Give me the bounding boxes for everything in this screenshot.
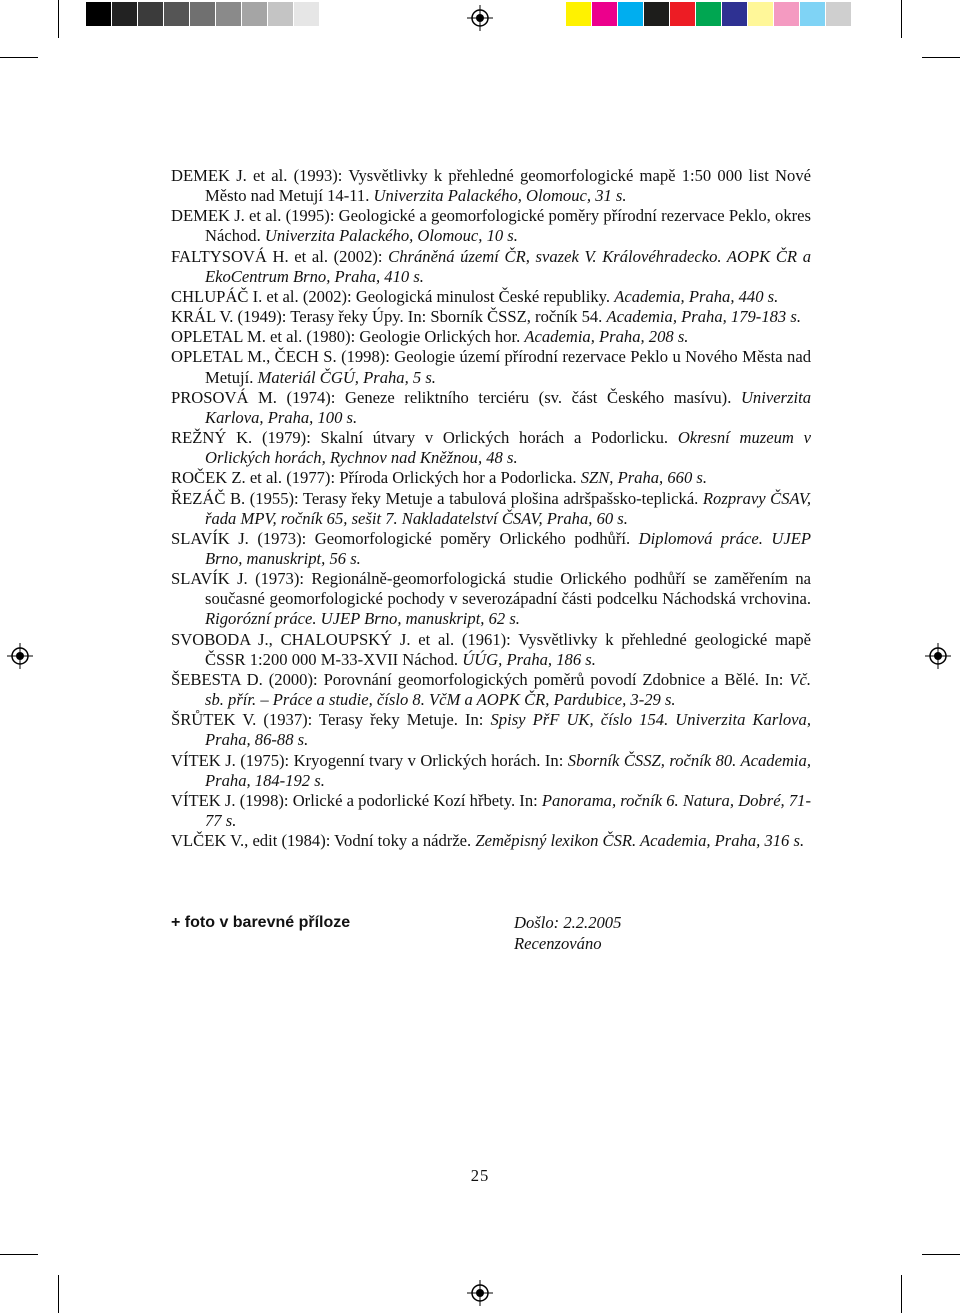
color-swatch [618,2,644,26]
color-swatch [774,2,800,26]
reference-source: Chráněná území ČR, svazek V. Královéhradecko. AOPK ČR a EkoCentrum Brno, Praha, 410 s. [205,246,811,286]
reference-citation: ŠRŮTEK V. (1937): Terasy řeky Metuje. In: [171,710,491,730]
crop-mark [922,1254,960,1255]
reference-source: SZN, Praha, 660 s. [580,468,708,488]
reference-citation: OPLETAL M. et al. (1980): Geologie Orlických hor. [171,327,525,347]
color-swatch [566,2,592,26]
reference-citation: VÍTEK J. (1998): Orlické a podorlické Kozí hřbety. In: [171,790,542,810]
reference-citation: VÍTEK J. (1975): Kryogenní tvary v Orlických horách. In: [171,750,568,770]
grayscale-calibration-bar [86,2,320,26]
crop-mark [58,1275,59,1313]
reference-citation: DEMEK J. et al. (1993): Vysvětlivky k přehledné geomorfologické mapě 1:50 000 list Nové Město nad Metují 14-11. [171,166,811,206]
reference-source: Rigorózní práce. UJEP Brno, manuskript, 62 s. [205,609,520,629]
color-swatch [696,2,722,26]
reference-source: Diplomová práce. UJEP Brno, manuskript, 56 s. [205,528,812,568]
crop-mark [922,57,960,58]
reference-entry [171,489,811,529]
gray-swatch [112,2,138,26]
reference-citation: OPLETAL M., ČECH S. (1998): Geologie území přírodní rezervace Peklo u Nového Města nad Metují. [171,347,811,387]
reference-entry [171,206,811,246]
reference-citation: VLČEK V., edit (1984): Vodní toky a nádrže. [171,831,476,851]
reference-entry [171,247,811,287]
reference-entry [171,347,811,387]
reference-entry [171,630,811,670]
reference-citation: SLAVÍK J. (1973): Regionálně-geomorfologická studie Orlického podhůří se zaměřením na současné geomorfologické pochody v severozápadní části podcelku Náchodská vrchovina. [171,569,811,609]
reference-source: Univerzita Karlova, Praha, 100 s. [205,387,811,427]
reference-citation: DEMEK J. et al. (1995): Geologické a geomorfologické poměry přírodní rezervace Peklo, okres Náchod. [171,206,811,246]
gray-swatch [216,2,242,26]
reference-source: Panorama, ročník 6. Natura, Dobré, 71-77 s. [205,790,811,830]
reference-source: Okresní muzeum v Orlických horách, Rychnov nad Kněžnou, 48 s. [205,428,811,468]
reference-source: Univerzita Palackého, Olomouc, 31 s. [373,186,627,206]
reference-entry [171,791,811,831]
page-number: 25 [470,1166,490,1185]
gray-swatch [164,2,190,26]
reference-list [171,166,811,851]
photo-appendix-note: + foto v barevné příloze [171,914,351,931]
reference-entry [171,468,811,488]
reference-source: Sborník ČSSZ, ročník 80. Academia, Praha, 184-192 s. [205,750,811,790]
crop-mark [901,1275,902,1313]
registration-mark-icon [7,643,33,669]
reference-source: Academia, Praha, 440 s. [614,286,779,306]
crop-mark [0,57,38,58]
crop-mark [0,1254,38,1255]
registration-mark-icon [925,643,951,669]
color-swatch [722,2,748,26]
reference-citation: KRÁL V. (1949): Terasy řeky Úpy. In: Sborník ČSSZ, ročník 54. [171,307,607,327]
reference-source: ÚÚG, Praha, 186 s. [462,649,596,669]
gray-swatch [294,2,320,26]
reference-entry [171,307,811,327]
registration-mark-icon [467,5,493,31]
reference-entry [171,166,811,206]
reference-source: Academia, Praha, 208 s. [524,327,689,347]
gray-swatch [86,2,112,26]
color-swatch [800,2,826,26]
color-swatch [592,2,618,26]
reference-source: Materiál ČGÚ, Praha, 5 s. [257,367,436,387]
reference-citation: ŘEZÁČ B. (1955): Terasy řeky Metuje a tabulová plošina adršpašsko-teplická. [171,488,703,508]
reference-citation: CHLUPÁČ I. et al. (2002): Geologická minulost České republiky. [171,286,615,306]
reference-source: Rozpravy ČSAV, řada MPV, ročník 65, sešit 7. Nakladatelství ČSAV, Praha, 60 s. [205,488,811,528]
gray-swatch [268,2,294,26]
color-swatch [748,2,774,26]
reference-source: Vč. sb. přír. – Práce a studie, číslo 8. VčM a AOPK ČR, Pardubice, 3-29 s. [205,669,811,710]
reference-entry [171,710,811,750]
reviewed-label: Recenzováno [514,933,602,953]
reference-citation: REŽNÝ K. (1979): Skalní útvary v Orlických horách a Podorlicku. [171,428,678,448]
reference-entry [171,751,811,791]
reference-citation: ROČEK Z. et al. (1977): Příroda Orlických hor a Podorlicka. [171,468,581,488]
color-swatch [644,2,670,26]
reference-source: Academia, Praha, 179-183 s. [606,307,801,327]
reference-entry [171,670,811,710]
reference-entry [171,831,811,851]
reference-source: Zeměpisný lexikon ČSR. Academia, Praha, 316 s. [475,831,805,851]
reference-entry [171,327,811,347]
reference-entry [171,388,811,428]
reference-source: Univerzita Palackého, Olomouc, 10 s. [264,226,518,246]
crop-mark [901,0,902,38]
reference-citation: PROSOVÁ M. (1974): Geneze reliktního terciéru (sv. část Českého masívu). [171,387,741,407]
crop-mark [58,0,59,38]
reference-citation: FALTYSOVÁ H. et al. (2002): [171,246,389,266]
reference-citation: SVOBODA J., CHALOUPSKÝ J. et al. (1961): Vysvětlivky k přehledné geologické mapě ČSSR 1:200 000 M-33-XVII Náchod. [171,629,811,669]
gray-swatch [138,2,164,26]
received-date: Došlo: 2.2.2005 [514,913,622,932]
gray-swatch [190,2,216,26]
reference-entry [171,428,811,468]
reference-citation: SLAVÍK J. (1973): Geomorfologické poměry Orlického podhůří. [171,528,639,548]
color-calibration-bar [566,2,852,26]
reference-source: Spisy PřF UK, číslo 154. Univerzita Karlova, Praha, 86-88 s. [205,710,811,750]
color-swatch [826,2,852,26]
gray-swatch [242,2,268,26]
reference-entry [171,287,811,307]
reference-entry [171,569,811,629]
color-swatch [670,2,696,26]
received-info [514,913,621,954]
reference-entry [171,529,811,569]
reference-citation: ŠEBESTA D. (2000): Porovnání geomorfologických poměrů povodí Zdobnice a Bělé. In: [171,669,790,689]
registration-mark-icon [467,1280,493,1306]
